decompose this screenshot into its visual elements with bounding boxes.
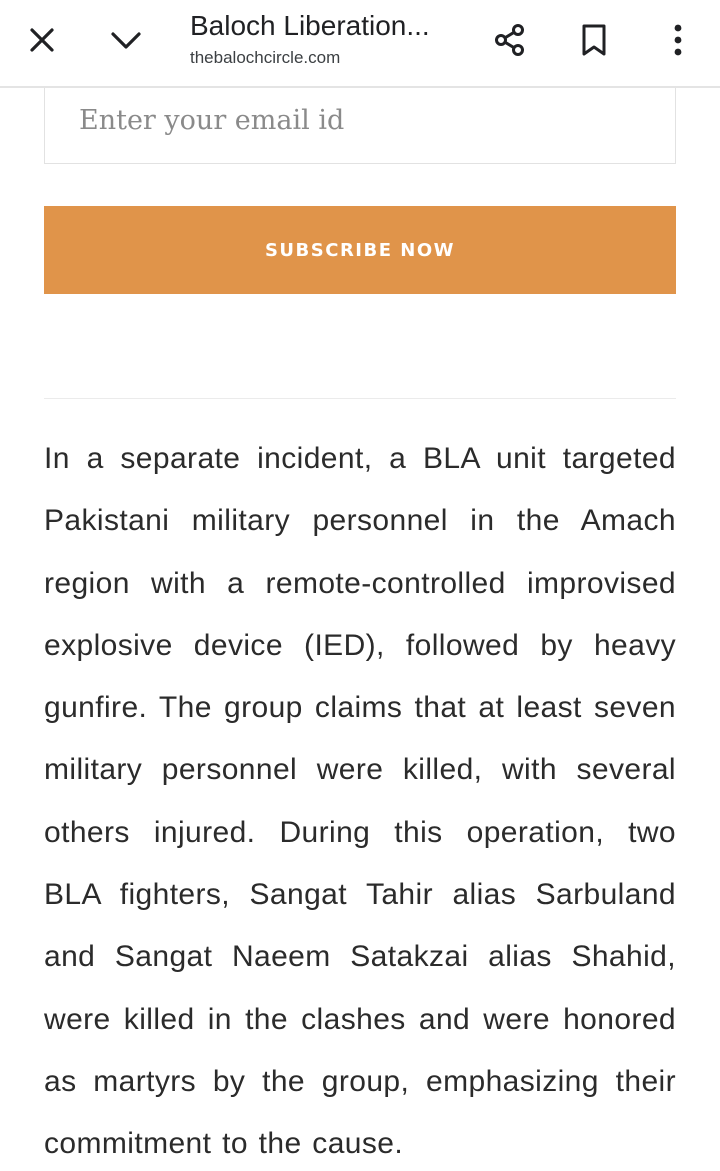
more-vert-icon[interactable]	[654, 16, 702, 64]
email-input[interactable]	[45, 88, 675, 152]
article-paragraph: In a separate incident, a BLA unit targeted Pakistani military personnel in the Amach region with a remote-controlled improvised explosive device (IED), followed by heavy gunfire. The group claims that at least seven military personnel were killed, with several others injured. During this operation, two BLA fighters, Sangat Tahir alias Sarbuland and Sangat Naeem Satakzai alias Shahid, were killed in the clashes and were honored as martyrs by the group, emphasizing their commitment to the cause.	[44, 442, 676, 1161]
share-icon[interactable]	[486, 16, 534, 64]
browser-toolbar	[0, 0, 720, 88]
bookmark-icon[interactable]	[570, 16, 618, 64]
email-field[interactable]	[44, 88, 676, 164]
page-url: thebalochcircle.com	[190, 48, 341, 67]
page-title: Baloch Liberation...	[190, 10, 430, 41]
page-title-block[interactable]	[190, 8, 470, 70]
close-icon[interactable]	[18, 16, 66, 64]
chevron-down-icon[interactable]	[102, 16, 150, 64]
subscribe-button[interactable]: SUBSCRIBE NOW	[44, 206, 676, 294]
divider	[44, 398, 676, 399]
